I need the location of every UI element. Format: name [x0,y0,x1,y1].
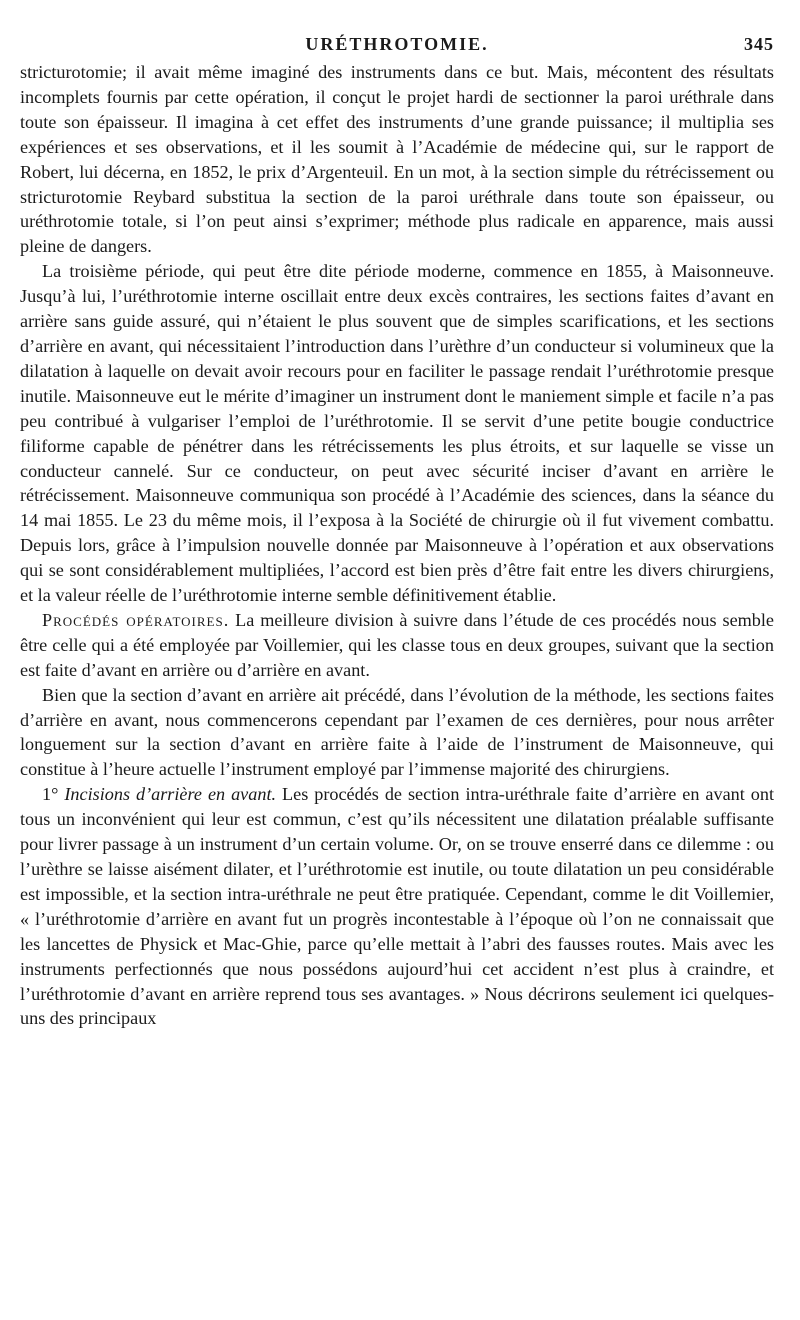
paragraph-operative-procedures-text: La meilleure division à suivre dans l’étude de ces procédés nous semble être celle qui a été employée par Voillemier, qui les classe tous en deux groupes, suivant que la section est faite d’avant en arrière ou d’arrière en avant. [20,609,775,680]
paragraph-order-of-study: Bien que la section d’avant en arrière ait précédé, dans l’évolution de la méthode, les sections faites d’arrière en avant, nous commencerons cependant par l’examen de ces dernières, pour nous arrêter longuement sur la section d’avant en arrière faite à l’aide de l’instrument de Maisonneuve, qui constitue à l’heure actuelle l’instrument employé par l’immense majorité des chirurgiens. [20,684,774,780]
page-number: 345 [744,34,774,54]
paragraph-operative-procedures [20,608,774,683]
running-header [20,30,774,60]
running-title: URÉTHROTOMIE. [305,34,489,54]
section-heading-operative-procedures: Procédés opératoires. [42,609,230,630]
paragraph-back-to-front-incisions [20,782,774,1031]
paragraph-back-to-front-text: Les procédés de section intra-uréthrale faite d’arrière en avant ont tous un inconvénient qui leur est commun, c’est qu’ils nécessitent une dilatation préalable suffisante pour livrer passage à un instrument d’un certain volume. Or, on se trouve enserré dans ce dilemme : ou l’urèthre se laisse aisément dilater, et l’uréthrotomie est inutile, ou toute dilatation un peu considérable est impossible, et la section intra-uréthrale ne peut être pratiquée. Cependant, comme le dit Voillemier, « l’uréthrotomie d’arrière en avant fut un progrès incontestable à l’époque où l’on ne connaissait que les lancettes de Physick et Mac-Ghie, parce qu’elle mettait à l’abri des fausses routes. Mais avec les instruments perfectionnés que nous possédons aujourd’hui cet accident n’est plus à craindre, et l’uréthrotomie d’avant en arrière reprend tous ses avantages. » Nous décrirons seulement ici quelques-uns des principaux [20,784,774,1029]
paragraph-continuation: stricturotomie; il avait même imaginé des instruments dans ce but. Mais, mécontent des résultats incomplets fournis par cette opération, il conçut le projet hardi de sectionner la paroi uréthrale dans toute son épaisseur. Il imagina à cet effet des instruments d’une grande puissance; il multiplia ses expériences et ses observations, et il les soumit à l’Académie de médecine qui, sur le rapport de Robert, lui décerna, en 1852, le prix d’Argenteuil. En un mot, à la section simple du rétrécissement ou stricturotomie Reybard substitua la section de la paroi uréthrale dans toute son épaisseur, ou uréthrotomie totale, si l’on peut ainsi s’exprimer; méthode plus radicale en apparence, mais aussi pleine de dangers. [20,62,774,257]
subsection-number: 1° [42,784,59,805]
subsection-heading-back-to-front: Incisions d’arrière en avant. [64,784,277,805]
body-text [20,60,774,1031]
paragraph-third-period: La troisième période, qui peut être dite période moderne, commence en 1855, à Maisonneuve. Jusqu’à lui, l’uréthrotomie interne oscillait entre deux excès contraires, les sections faites d’avant en arrière sans guide assuré, qui n’étaient le plus souvent que de simples scarifications, et les sections d’arrière en avant, qui nécessitaient l’introduction dans l’urèthre d’un conducteur si volumineux que la dilatation à laquelle on devait avoir recours pour en faciliter le passage rendait l’uréthrotomie presque inutile. Maisonneuve eut le mérite d’imaginer un instrument dont le maniement simple et facile n’a pas peu contribué à vulgariser l’emploi de l’uréthrotomie. Il se servit d’une petite bougie conductrice filiforme capable de pénétrer dans les rétrécissements les plus étroits, et sur laquelle se visse un conducteur cannelé. Sur ce conducteur, on peut avec sécurité inciser d’avant en arrière le rétrécissement. Maisonneuve communiqua son procédé à l’Académie des sciences, dans la séance du 14 mai 1855. Le 23 du même mois, il l’exposa à la Société de chirurgie où il fut vivement combattu. Depuis lors, grâce à l’impulsion nouvelle donnée par Maisonneuve à l’opération et aux observations qui se sont considérablement multipliées, l’accord est bien près d’être fait entre les divers chirurgiens, et la valeur réelle de l’uréthrotomie interne semble définitivement établie. [20,261,774,606]
